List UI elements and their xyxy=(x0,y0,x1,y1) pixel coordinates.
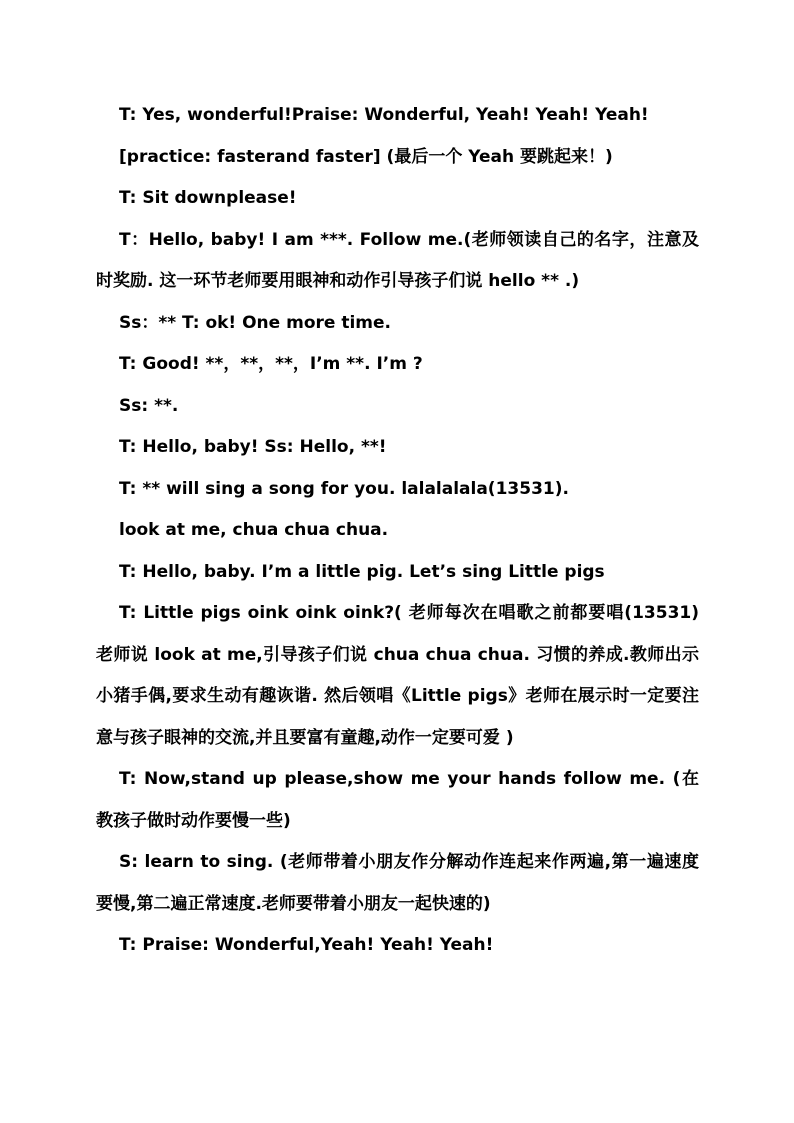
paragraph-learn-to-sing: S: learn to sing. (老师带着小朋友作分解动作连起来作两遍,第一遍速度要慢,第二遍正常速度.老师要带着小朋友一起快速的) xyxy=(96,852,699,914)
paragraph-hello-exchange: T: Hello, baby! Ss: Hello, **! xyxy=(119,437,387,457)
paragraph-sing-song: T: ** will sing a song for you. lalalalala(13531). xyxy=(119,478,569,499)
paragraph-little-pigs-oink: T: Little pigs oink oink oink?( 老师每次在唱歌之前都要唱(13531) 老师说 look at me,引导孩子们说 chua chua chua. 习惯的养成.教师出示小猪手偶,要求生动有趣诙谐. 然后领唱《Little pigs》老师在展示时一定要注意与孩子眼神的交流,并且要富有童趣,动作一定要可爱 ) xyxy=(96,603,699,748)
paragraph-stand-up: T: Now,stand up please,show me your hands follow me. (在教孩子做时动作要慢一些) xyxy=(96,769,699,831)
paragraph-look-at-me: look at me, chua chua chua. xyxy=(119,520,389,540)
paragraph-praise-1: T: Yes, wonderful!Praise: Wonderful, Yeah! Yeah! Yeah! xyxy=(119,105,649,125)
paragraph-praise-2: T: Praise: Wonderful,Yeah! Yeah! Yeah! xyxy=(119,935,494,955)
paragraph-one-more-time: Ss：** T: ok! One more time. xyxy=(119,312,391,333)
paragraph-hello-baby: T：Hello, baby! I am ***. Follow me.(老师领读自己的名字，注意及时奖励. 这一环节老师要用眼神和动作引导孩子们说 hello ** .) xyxy=(96,229,699,291)
document-body xyxy=(96,95,699,967)
paragraph-ss-response: Ss: **. xyxy=(119,395,179,416)
paragraph-sit-down: T: Sit downplease! xyxy=(119,188,297,208)
paragraph-good: T: Good! **，**，**，I’m **. I’m ? xyxy=(119,354,423,374)
paragraph-little-pig: T: Hello, baby. I’m a little pig. Let’s sing Little pigs xyxy=(119,561,605,582)
paragraph-practice: [practice: fasterand faster] (最后一个 Yeah 要跳起来！) xyxy=(119,146,613,167)
